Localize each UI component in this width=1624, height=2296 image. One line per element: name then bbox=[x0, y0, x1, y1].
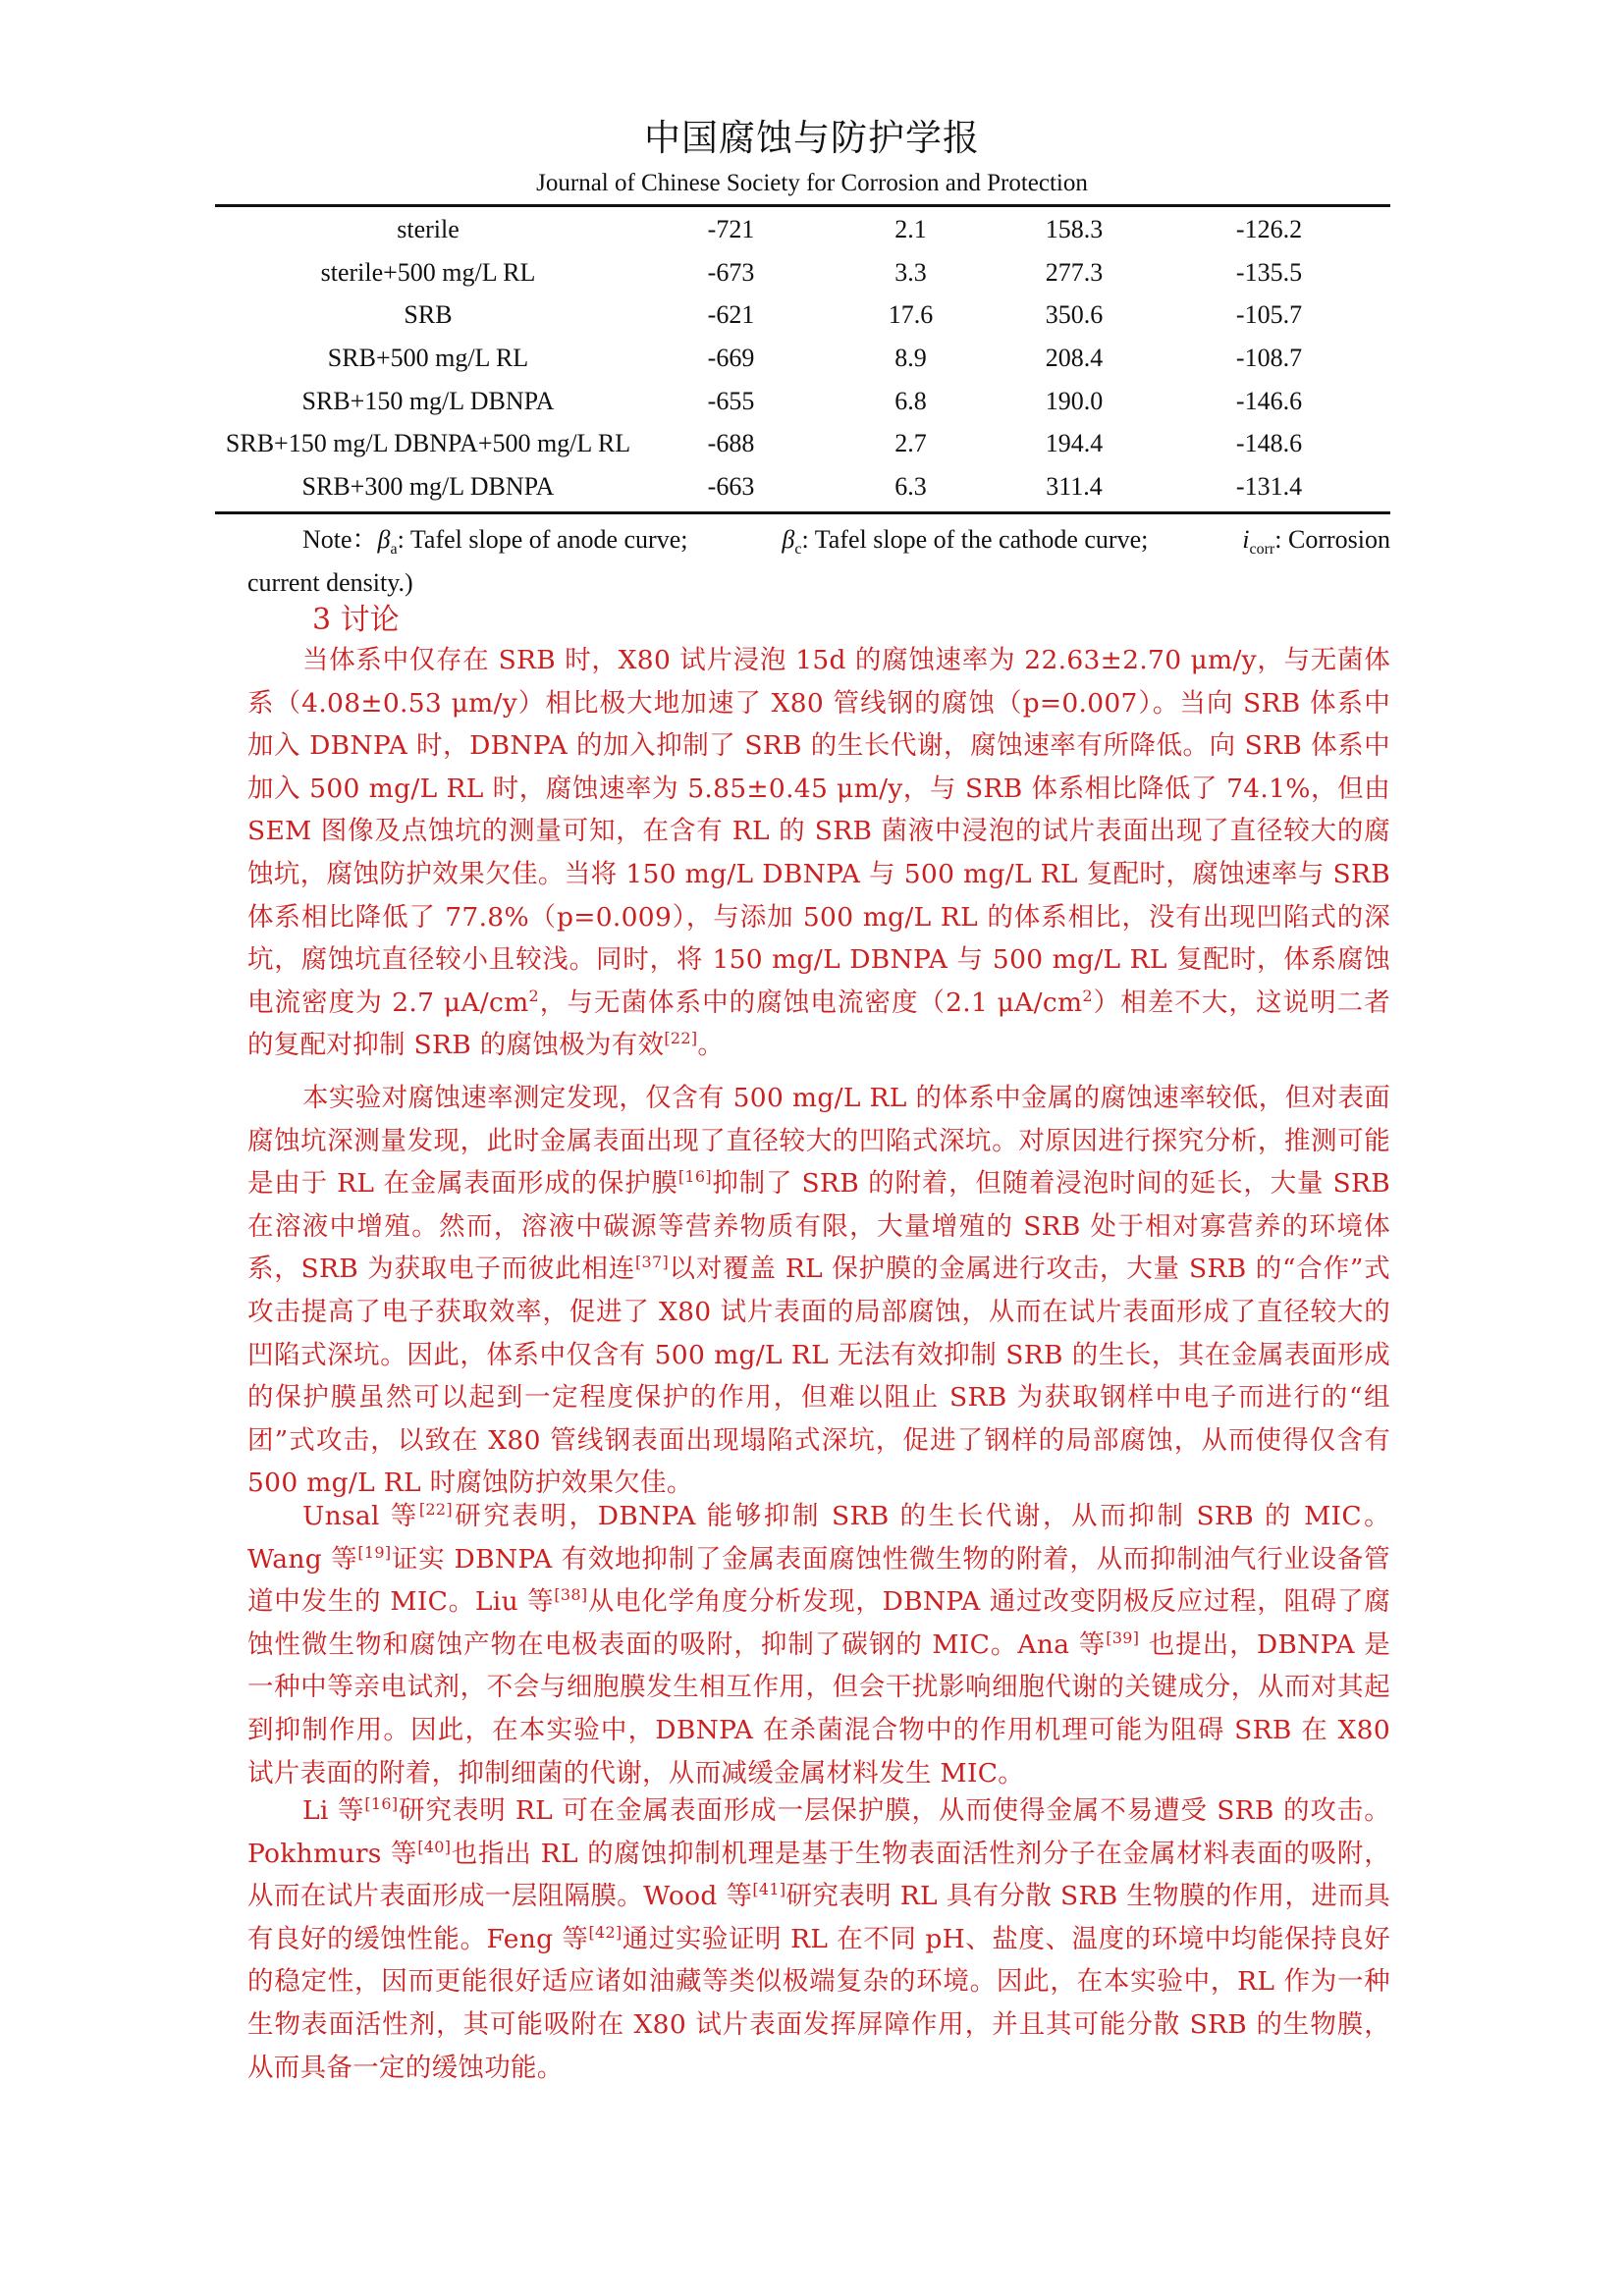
beta-a-symbol: β bbox=[377, 525, 391, 554]
text-run: 研究表明，DBNPA 能够抑制 SRB 的生长代谢，从而抑制 SRB 的 MIC。Wang 等 bbox=[247, 1501, 1390, 1575]
beta-c-text: : Tafel slope of the cathode curve; bbox=[801, 525, 1149, 554]
table-cell: -108.7 bbox=[1235, 343, 1303, 372]
note-line-1 bbox=[247, 518, 1390, 561]
citation: [39] bbox=[1106, 1628, 1140, 1647]
table-cell: SRB+150 mg/L DBNPA bbox=[301, 386, 555, 415]
paragraph-3 bbox=[247, 1495, 1390, 1794]
table-cell: -688 bbox=[707, 429, 755, 458]
text-run: 。 bbox=[697, 1030, 725, 1061]
text-run: Unsal 等 bbox=[302, 1501, 419, 1531]
citation: [22] bbox=[664, 1029, 698, 1048]
citation: [37] bbox=[635, 1253, 670, 1272]
table-cell: 208.4 bbox=[1045, 343, 1104, 372]
table-cell: -663 bbox=[707, 471, 755, 501]
text-run: 当体系中仅存在 SRB 时，X80 试片浸泡 15d 的腐蚀速率为 22.63±2.70 μm/y，与无菌体系（4.08±0.53 μm/y）相比极大地加速了 X80 管线钢的腐蚀（p=0.007）。当向 SRB 体系中加入 DBNPA 时，DBNPA 的加入抑制了 SRB 的生长代谢，腐蚀速率有所降低。向 SRB 体系中加入 500 mg/L RL 时，腐蚀速率为 5.85±0.45 μm/y，与 SRB 体系相比降低了 74.1%，但由 SEM 图像及点蚀坑的测量可知，在含有 RL 的 SRB 菌液中浸泡的试片表面出现了直径较大的腐蚀坑，腐蚀防护效果欠佳。当将 150 mg/L DBNPA 与 500 mg/L RL 复配时，腐蚀速率与 SRB 体系相比降低了 77.8%（p=0.009），与添加 500 mg/L RL 的体系相比，没有出现凹陷式的深坑，腐蚀坑直径较小且较浅。同时，将 150 mg/L DBNPA 与 500 mg/L RL 复配时，体系腐蚀电流密度为 2.7 μA/cm bbox=[247, 645, 1390, 1018]
citation: [19] bbox=[357, 1542, 392, 1562]
table-cell: -131.4 bbox=[1235, 471, 1303, 501]
table-cell: -135.5 bbox=[1235, 257, 1303, 287]
text-run: 以对覆盖 RL 保护膜的金属进行攻击，大量 SRB 的“合作”式攻击提高了电子获取效率，促进了 X80 试片表面的局部腐蚀，从而在试片表面形成了直径较大的凹陷式深坑。因此，体系中仅含有 500 mg/L RL 无法有效抑制 SRB 的生长，其在金属表面形成的保护膜虽然可以起到一定程度保护的作用，但难以阻止 SRB 为获取钢样中电子而进行的“组团”式攻击，以致在 X80 管线钢表面出现塌陷式深坑，促进了钢样的局部腐蚀，从而使得仅含有 500 mg/L RL 时腐蚀防护效果欠佳。 bbox=[247, 1254, 1390, 1499]
table-cell: 2.7 bbox=[894, 429, 927, 458]
table-row bbox=[215, 294, 1390, 337]
table-cell: 190.0 bbox=[1045, 386, 1104, 415]
table-cell: -126.2 bbox=[1235, 214, 1303, 243]
beta-c-sub: c bbox=[794, 541, 802, 559]
citation: [16] bbox=[364, 1794, 399, 1814]
text-run: 抑制了 SRB 的附着，但随着浸泡时间的延长，大量 SRB 在溶液中增殖。然而，溶液中碳源等营养物质有限，大量增殖的 SRB 处于相对寡营养的环境体系，SRB 为获取电子而彼此相连 bbox=[247, 1168, 1390, 1285]
table-cell: -655 bbox=[707, 386, 755, 415]
table-note bbox=[247, 518, 1390, 605]
table-cell: 194.4 bbox=[1045, 429, 1104, 458]
beta-c-group bbox=[782, 518, 1148, 561]
paragraph-2 bbox=[247, 1077, 1390, 1505]
table-row bbox=[215, 337, 1390, 380]
text-run: ，与无菌体系中的腐蚀电流密度（2.1 μA/cm bbox=[539, 987, 1083, 1018]
polarization-table bbox=[215, 208, 1390, 508]
journal-title-en: Journal of Chinese Society for Corrosion and Protection bbox=[536, 170, 1088, 196]
text-run: 从电化学角度分析发现，DBNPA 通过改变阴极反应过程，阻碍了腐蚀性微生物和腐蚀产物在电极表面的吸附，抑制了碳钢的 MIC。Ana 等 bbox=[247, 1586, 1390, 1660]
citation: [22] bbox=[418, 1500, 453, 1520]
table-cell: 8.9 bbox=[894, 343, 927, 372]
text-run: 研究表明 RL 可在金属表面形成一层保护膜，从而使得金属不易遭受 SRB 的攻击。Pokhmurs 等 bbox=[247, 1795, 1390, 1869]
icorr-group bbox=[1242, 518, 1390, 561]
table-cell: SRB+300 mg/L DBNPA bbox=[301, 471, 555, 501]
citation: 2 bbox=[1082, 986, 1093, 1005]
icorr-sub: corr bbox=[1249, 541, 1275, 559]
text-run: 也提出，DBNPA 是一种中等亲电试剂，不会与细胞膜发生相互作用，但会干扰影响细胞代谢的关键成分，从而对其起到抑制作用。因此，在本实验中，DBNPA 在杀菌混合物中的作用机理可能为阻碍 SRB 在 X80 试片表面的附着，抑制细菌的代谢，从而减缓金属材料发生 MIC。 bbox=[247, 1629, 1391, 1789]
section-title: 3 讨论 bbox=[312, 603, 400, 637]
citation: [42] bbox=[588, 1922, 623, 1942]
table-cell: -669 bbox=[707, 343, 755, 372]
beta-a-text: : Tafel slope of anode curve; bbox=[397, 525, 688, 554]
table-cell: sterile bbox=[397, 214, 460, 243]
table-bottom-rule bbox=[215, 511, 1390, 514]
table-row bbox=[215, 422, 1390, 465]
table-cell: -673 bbox=[707, 257, 755, 287]
text-run: Li 等 bbox=[302, 1795, 365, 1826]
table-cell: sterile+500 mg/L RL bbox=[320, 257, 536, 287]
icorr-text: : Corrosion bbox=[1274, 525, 1390, 554]
header-rule bbox=[215, 204, 1390, 207]
icorr-symbol: i bbox=[1242, 525, 1250, 554]
journal-title-cn: 中国腐蚀与防护学报 bbox=[644, 117, 980, 159]
table-body bbox=[215, 208, 1390, 508]
table-cell: 158.3 bbox=[1045, 214, 1104, 243]
table-cell: SRB bbox=[404, 300, 453, 330]
citation: [38] bbox=[554, 1585, 588, 1605]
table-cell: 6.8 bbox=[894, 386, 927, 415]
table-row bbox=[215, 251, 1390, 294]
text-run: 通过实验证明 RL 在不同 pH、盐度、温度的环境中均能保持良好的稳定性，因而更能很好适应诸如油藏等类似极端复杂的环境。因此，在本实验中，RL 作为一种生物表面活性剂，其可能吸附在 X80 试片表面发挥屏障作用，并且其可能分散 SRB 的生物膜，从而具备一定的缓蚀功能。 bbox=[247, 1923, 1391, 2083]
table-cell: 311.4 bbox=[1046, 471, 1103, 501]
text-run: 也指出 RL 的腐蚀抑制机理是基于生物表面活性剂分子在金属材料表面的吸附，从而在试片表面形成一层阻隔膜。Wood 等 bbox=[247, 1838, 1390, 1912]
table-row bbox=[215, 465, 1390, 508]
note-prefix-group bbox=[302, 518, 687, 561]
table-cell: 350.6 bbox=[1045, 300, 1104, 330]
table-cell: SRB+150 mg/L DBNPA+500 mg/L RL bbox=[225, 429, 631, 458]
table-cell: 3.3 bbox=[894, 257, 927, 287]
citation: [41] bbox=[752, 1880, 786, 1899]
table-row bbox=[215, 208, 1390, 251]
table-cell: SRB+500 mg/L RL bbox=[327, 343, 529, 372]
citation: 2 bbox=[528, 986, 540, 1005]
paragraph-4 bbox=[247, 1789, 1390, 2089]
table-cell: -148.6 bbox=[1235, 429, 1303, 458]
table-cell: 277.3 bbox=[1045, 257, 1104, 287]
text-run: ）相差不大，这说明二者的复配对抑制 SRB 的腐蚀极为有效 bbox=[247, 987, 1390, 1061]
note-line-2: current density.) bbox=[247, 568, 413, 597]
beta-c-symbol: β bbox=[782, 525, 795, 554]
citation: [40] bbox=[417, 1837, 452, 1856]
table-row bbox=[215, 380, 1390, 423]
table-cell: 6.3 bbox=[894, 471, 927, 501]
table-cell: 17.6 bbox=[888, 300, 934, 330]
paragraph-1 bbox=[247, 639, 1390, 1067]
table-cell: 2.1 bbox=[894, 214, 927, 243]
table-cell: -721 bbox=[707, 214, 755, 243]
note-prefix: Note： bbox=[302, 525, 378, 554]
table-cell: -105.7 bbox=[1235, 300, 1303, 330]
text-run: 本实验对腐蚀速率测定发现，仅含有 500 mg/L RL 的体系中金属的腐蚀速率较低，但对表面腐蚀坑深测量发现，此时金属表面出现了直径较大的凹陷式深坑。对原因进行探究分析，推测可能是由于 RL 在金属表面形成的保护膜 bbox=[247, 1083, 1390, 1200]
text-run: 研究表明 RL 具有分散 SRB 生物膜的作用，进而具有良好的缓蚀性能。Feng 等 bbox=[247, 1881, 1390, 1954]
beta-a-sub: a bbox=[390, 541, 398, 559]
table-cell: -146.6 bbox=[1235, 386, 1303, 415]
citation: [16] bbox=[677, 1167, 712, 1187]
text-run: 证实 DBNPA 有效地抑制了金属表面腐蚀性微生物的附着，从而抑制油气行业设备管道中发生的 MIC。Liu 等 bbox=[247, 1543, 1390, 1618]
table-cell: -621 bbox=[707, 300, 755, 330]
